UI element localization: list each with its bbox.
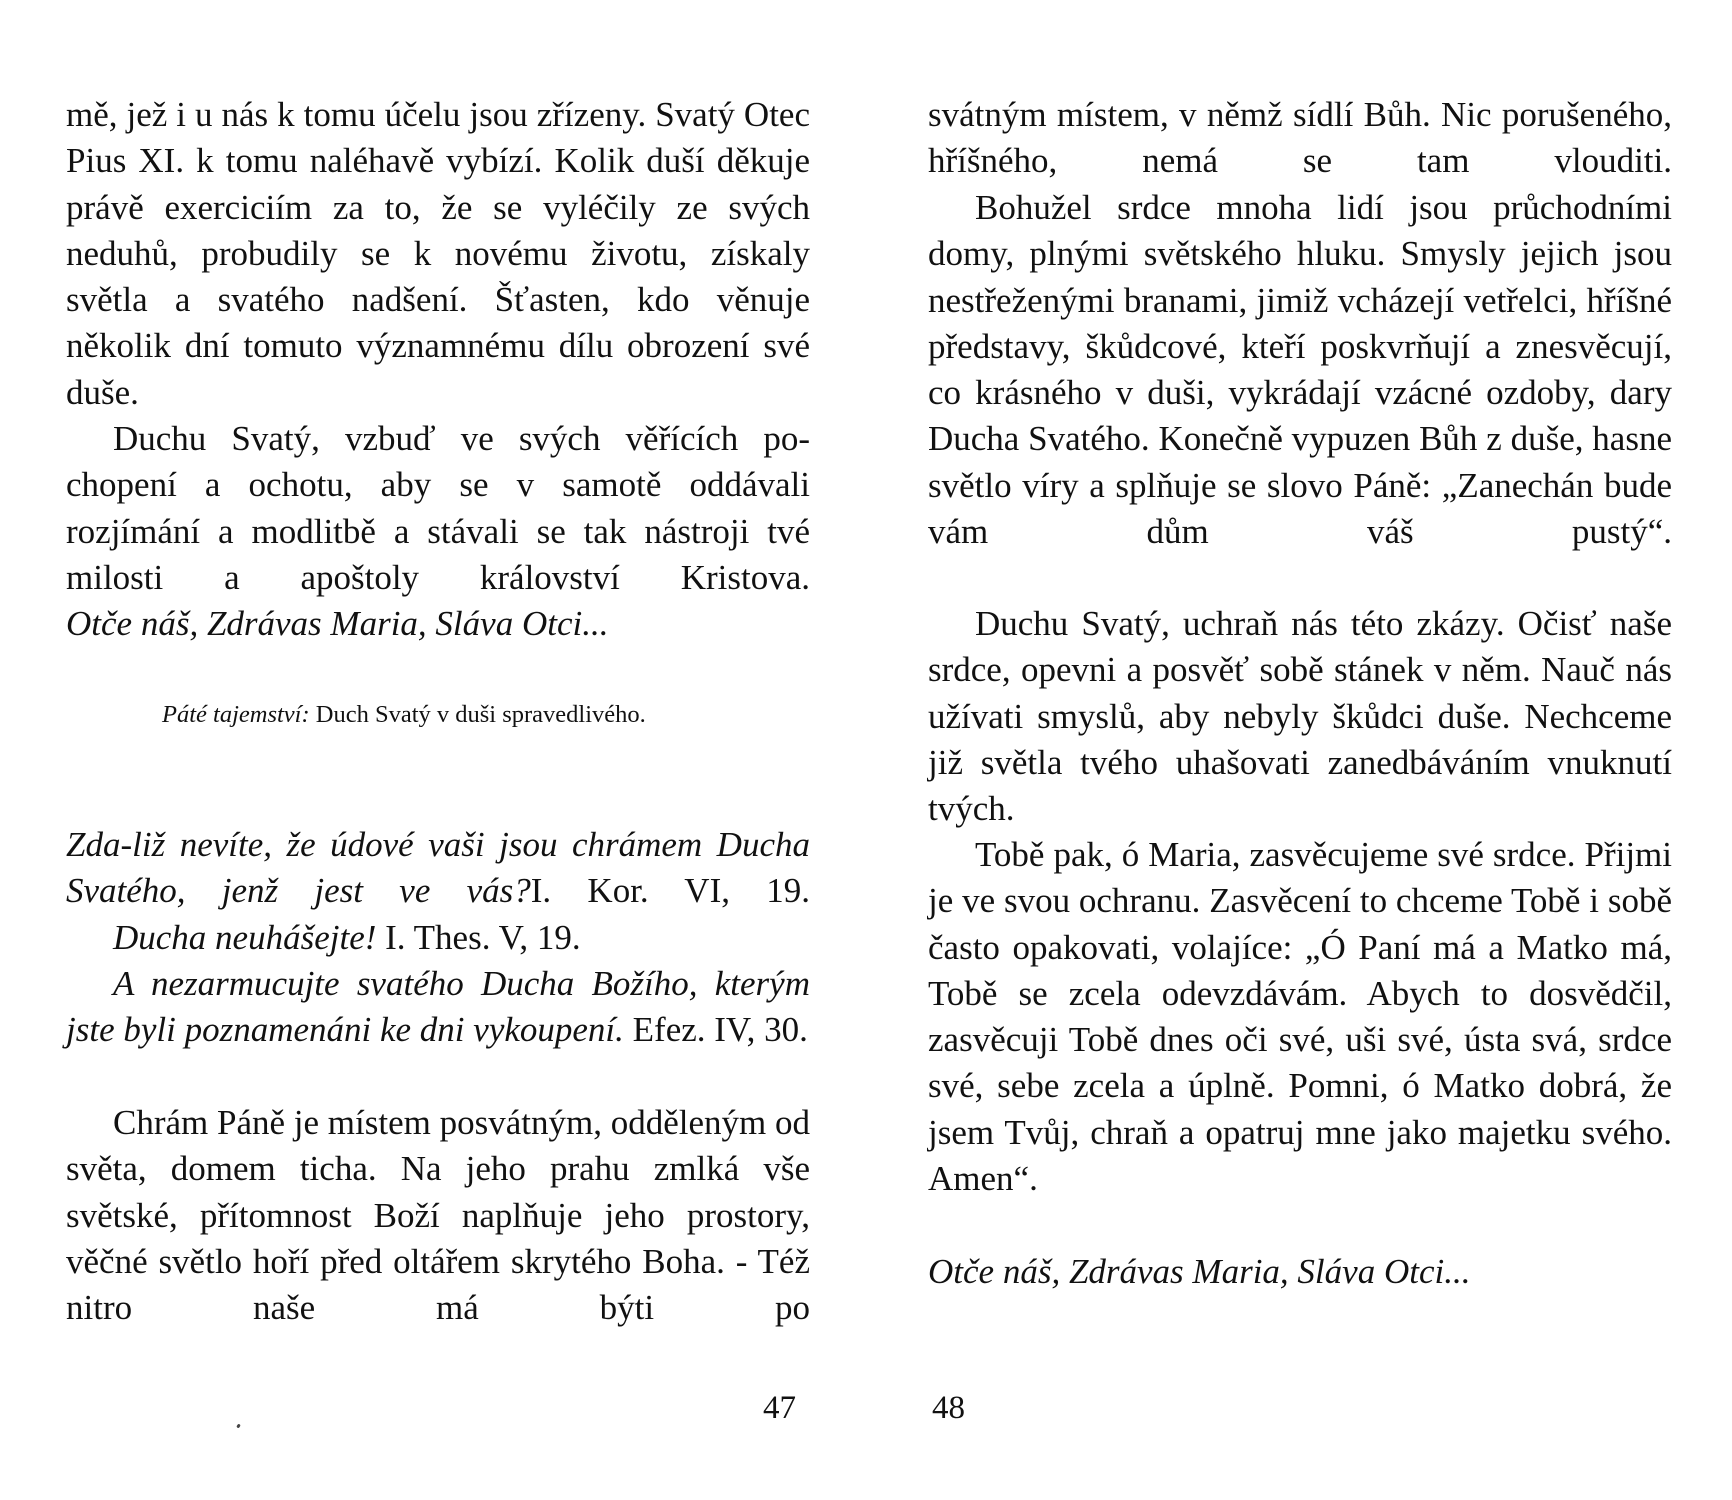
mystery-title: Duch Svatý v duši spravedlivého. xyxy=(315,701,646,728)
quote-ephesians xyxy=(66,961,810,1054)
quote-text: Ducha neuhášejte! xyxy=(113,918,377,957)
quote-reference: I. Kor. VI, 19. xyxy=(530,871,810,911)
quote-text: Zda-liž nevíte, že údové vaši jsou chrámem Ducha Svatého, jenž jest ve vás? xyxy=(66,825,810,911)
paragraph-sacred-place: svátným místem, v němž sídlí Bůh. Nic porušeného, hříšného, nemá se tam vlouditi. xyxy=(928,95,1672,181)
right-page xyxy=(928,0,1688,1500)
mystery-heading xyxy=(162,693,814,737)
quote-thessalonians xyxy=(66,915,810,961)
quote-reference: Efez. IV, 30. xyxy=(632,1010,808,1050)
paragraph-hearts-as-houses: Bohužel srdce mnoha lidí jsou průchodními domy, plnými světského hluku. Smysly jejich jsou nestřeženými branami, jimiž vcházejí vetřelci, hříšné představy, škůdcové, kteří poskvrňují a znesvěcují, co krásného v duši, vykrádají vzácné ozdoby, dary Ducha Svatého. Konečně vypuzen Bůh z duše, hasne světlo víry a splňuje se slovo Páně: „Zanechán bude vám dům váš pustý“. xyxy=(928,188,1672,552)
quote-reference: I. Thes. V, 19. xyxy=(385,918,581,957)
paragraph-prayer-protection: Duchu Svatý, uchraň nás této zkázy. Očisť naše srdce, opevni a posvěť sobě stánek v něm. Nauč nás užívati smyslů, aby nebyly škůdci duše. Nechceme již světla tvého uhašovati zanedbáváním vnuknutí tvých. xyxy=(928,604,1672,829)
left-page xyxy=(66,0,826,1500)
quote-corinthians xyxy=(66,822,810,915)
ink-speck xyxy=(236,1424,241,1429)
paragraph-consecration: Tobě pak, ó Maria, zasvěcujeme své srdce. Přijmi je ve svou ochranu. Zasvěcení to chceme Tobě i sobě často opakovati, volajíce: „Ó Paní má a Matko má, Tobě se zcela odevzdávám. Abych to dosvědčil, zasvěcuji Tobě dnes oči své, uši své, ústa svá, srdce své, sebe zcela a úplně. Pomni, ó Matko dobrá, že jsem Tvůj, chraň a opatruj mne jako majetku svého. Amen“. xyxy=(928,835,1672,1199)
prayer-closing: Otče náš, Zdrávas Maria, Sláva Otci... xyxy=(928,1252,1471,1291)
paragraph-exercises: mě, jež i u nás k tomu účelu jsou zřízeny. Svatý Otec Pius XI. k tomu naléhavě vybízí. Kolik duší děkuje právě exerciciím za to, že se vyléčily ze svých neduhů, probudily se k novému životu, získaly světla a svatého nadšení. Šťasten, kdo věnuje několik dní tomuto významnému dílu obrození své duše. xyxy=(66,95,810,412)
page-number: 48 xyxy=(932,1390,965,1426)
paragraph-prayer-holy-spirit: Duchu Svatý, vzbuď ve svých věřících pochopení a ochotu, aby se v samotě oddávali rozjímání a modlitbě a stávali se tak nástroji tvé milosti a apoštoly království Kristova. xyxy=(66,419,810,597)
mystery-label: Páté tajemství: xyxy=(162,701,310,728)
page-number: 47 xyxy=(763,1390,796,1426)
paragraph-temple: Chrám Páně je místem posvátným, odděleným od světa, domem ticha. Na jeho prahu zmlká vše světské, přítomnost Boží naplňuje jeho prostory, věčné světlo hoří před oltářem skrytého Boha. - Též nitro naše má býti po xyxy=(66,1103,810,1328)
prayer-closing: Otče náš, Zdrávas Maria, Sláva Otci... xyxy=(66,604,609,643)
quote-text: A nezarmucujte svatého Ducha Božího, kterým jste byli poznamenáni ke dni vykoupení. xyxy=(66,964,810,1050)
